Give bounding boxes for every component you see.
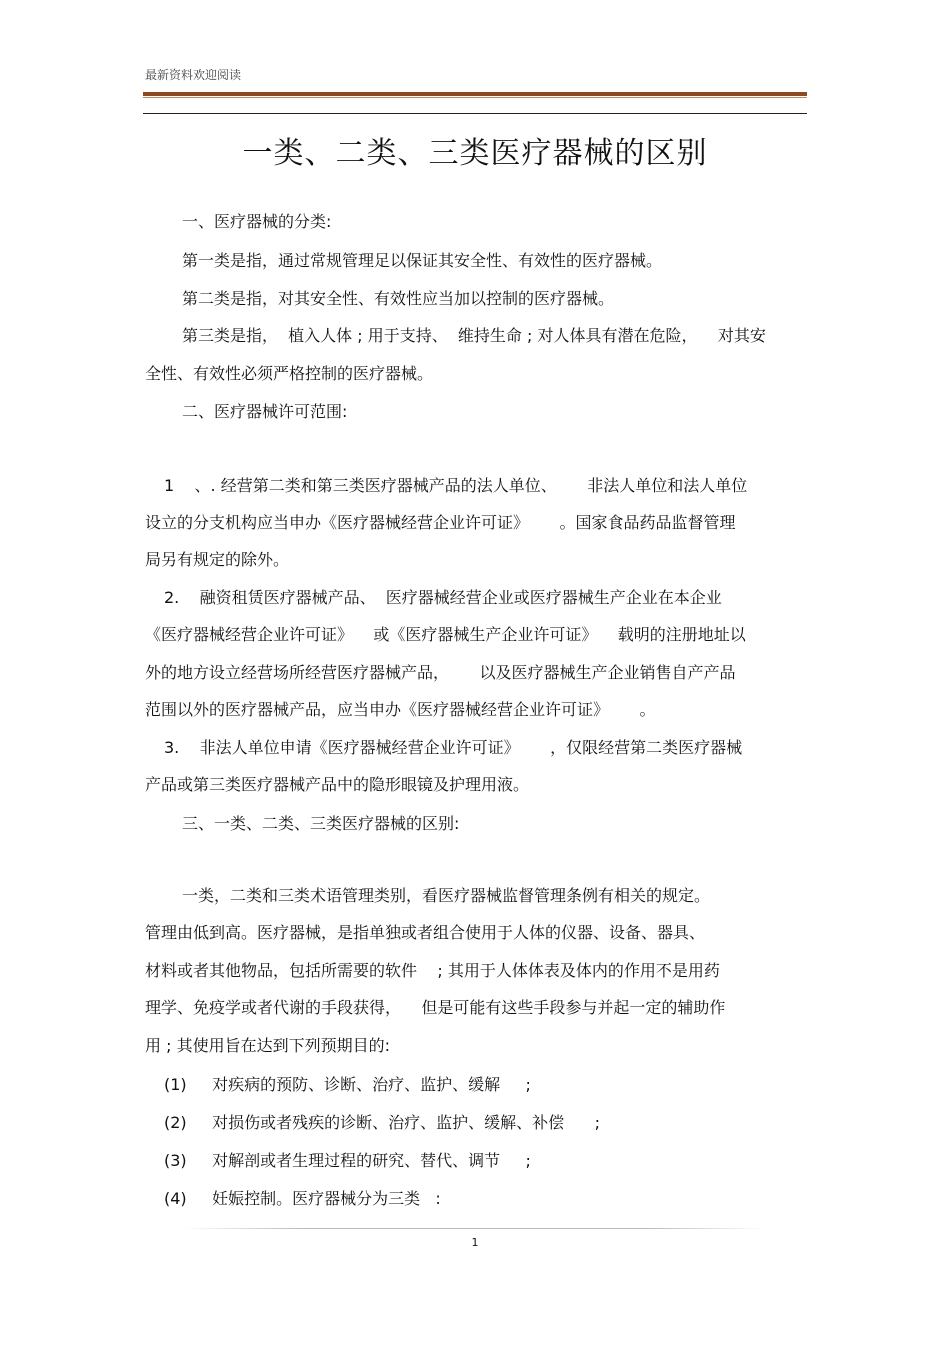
paragraph-line: 局另有规定的除外。	[145, 550, 290, 569]
paragraph-line: 第二类是指，对其安全性、有效性应当加以控制的医疗器械。	[182, 289, 615, 308]
header-text: 最新资料欢迎阅读	[145, 68, 242, 82]
paragraph-line: 管理由低到高。医疗器械，是指单独或者组合使用于人体的仪器、设备、器具、	[145, 923, 706, 942]
list-item-line: 3. 非法人单位申请《医疗器械经营企业许可证》 ，仅限经营第二类医疗器械	[164, 738, 743, 757]
paragraph-line: 用 ; 其使用旨在达到下列预期目的:	[145, 1036, 390, 1055]
footer-rule	[184, 1228, 766, 1229]
paragraph-line: 《医疗器械经营企业许可证》 或《医疗器械生产企业许可证》 载明的注册地址以	[145, 625, 746, 644]
section-heading: 三、一类、二类、三类医疗器械的区别:	[182, 814, 460, 833]
paragraph-line: 一类，二类和三类术语管理类别，看医疗器械监督管理条例有相关的规定。	[182, 886, 711, 905]
paragraph-line: 第三类是指， 植入人体 ; 用于支持、 维持生命 ; 对人体具有潜在危险， 对其安	[182, 326, 766, 345]
list-item-line: (2) 对损伤或者残疾的诊断、治疗、监护、缓解、补偿 ;	[164, 1113, 601, 1132]
paragraph-line: 设立的分支机构应当申办《医疗器械经营企业许可证》 。国家食品药品监督管理	[145, 513, 736, 532]
paragraph-line: 范围以外的医疗器械产品，应当申办《医疗器械经营企业许可证》 。	[145, 700, 656, 719]
paragraph-line: 全性、有效性必须严格控制的医疗器械。	[145, 364, 434, 383]
list-item-line: (1) 对疾病的预防、诊断、治疗、监护、缓解 ;	[164, 1075, 531, 1094]
paragraph-line: 第一类是指，通过常规管理足以保证其安全性、有效性的医疗器械。	[182, 251, 663, 270]
list-item-line: 1 、. 经营第二类和第三类医疗器械产品的法人单位、 非法人单位和法人单位	[164, 476, 748, 495]
list-item-line: (4) 妊娠控制。医疗器械分为三类 :	[164, 1189, 441, 1208]
paragraph-line: 理学、免疫学或者代谢的手段获得， 但是可能有这些手段参与并起一定的辅助作	[145, 998, 726, 1017]
paragraph-line: 产品或第三类医疗器械产品中的隐形眼镜及护理用液。	[145, 775, 530, 794]
paragraph-line: 外的地方设立经营场所经营医疗器械产品， 以及医疗器械生产企业销售自产产品	[145, 663, 736, 682]
page-number: 1	[471, 1236, 479, 1249]
header-rule-bottom	[143, 113, 807, 114]
header-rule-thin	[143, 97, 807, 98]
section-heading: 一、医疗器械的分类:	[182, 212, 332, 231]
page-title: 一类、二类、三类医疗器械的区别	[242, 136, 708, 171]
header-rule-thick	[143, 92, 807, 96]
list-item-line: (3) 对解剖或者生理过程的研究、替代、调节 ;	[164, 1151, 531, 1170]
section-heading: 二、医疗器械许可范围:	[182, 402, 348, 421]
list-item-line: 2. 融资租赁医疗器械产品、 医疗器械经营企业或医疗器械生产企业在本企业	[164, 588, 722, 607]
paragraph-line: 材料或者其他物品，包括所需要的软件 ; 其用于人体体表及体内的作用不是用药	[145, 961, 720, 980]
